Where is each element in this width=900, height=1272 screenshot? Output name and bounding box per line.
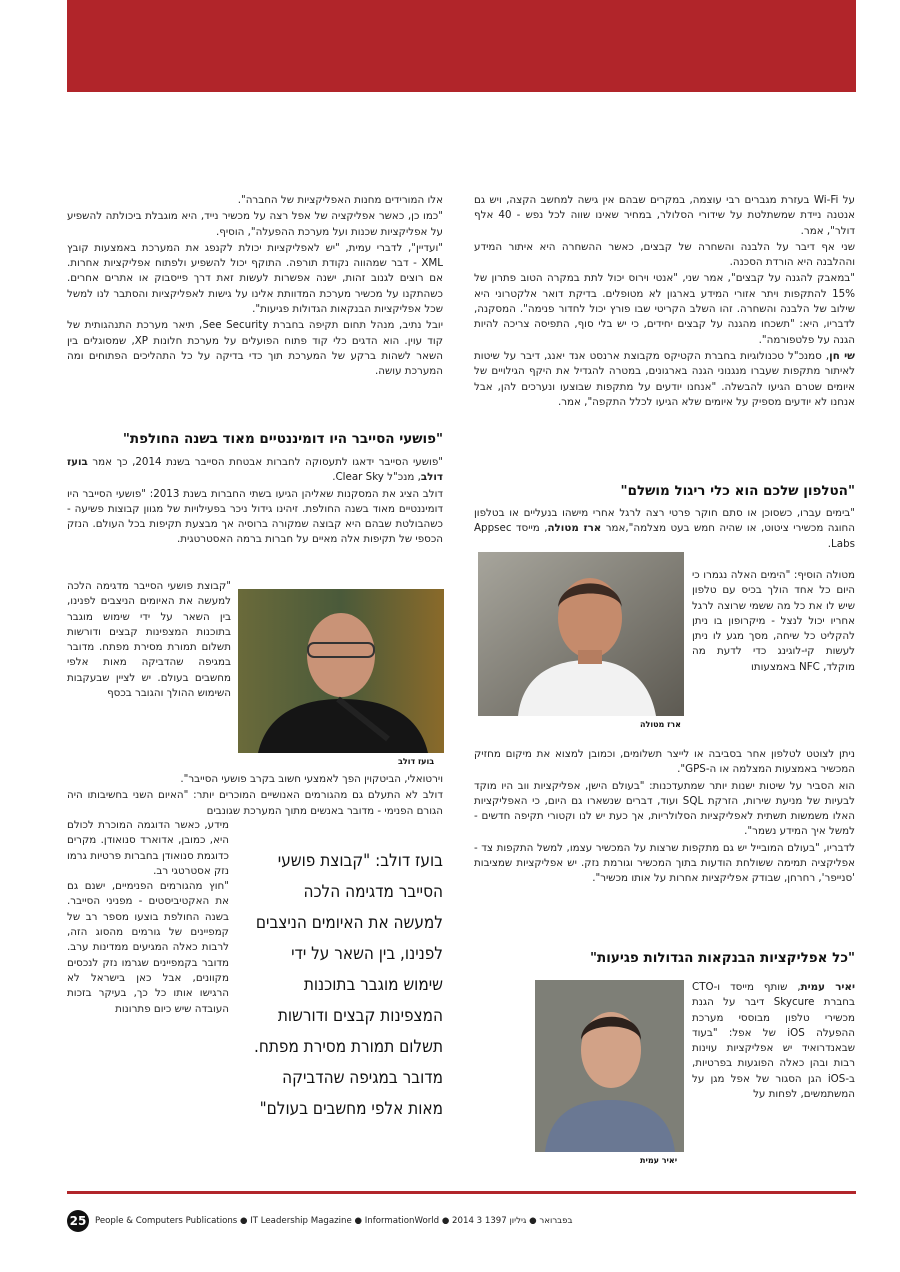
paragraph: על Wi-Fi בעזרת מגברים רבי עוצמה, במקרים שבהם אין גישה למחשב הקצה, ויש גם אנטנה ניידת שמשתלטת על שידורי הסלולר, במחיר שאינו שווה לכל נפש - 40 אלף דולר", אמר.: [474, 194, 855, 237]
photo-caption: יאיר עמית: [640, 1156, 678, 1165]
paragraph: מידע, כאשר הדוגמה המוכרת לכולם היא, כמובן, אדוארד סנואודן. מקרים כדוגמת סנואודן בחברות פרטיות גרמו נזק אסטרטגי רב.: [67, 819, 229, 877]
paragraph-text: , מייסד Appsec Labs.: [474, 522, 855, 550]
section-heading: "הטלפון שלכם הוא כלי ריגול מושלם": [620, 483, 855, 499]
paragraph: "כמו כן, כאשר אפליקציה של אפל רצה על מכשיר נייד, היא מוגבלת ביכולתה להשפיע על אפליקציות שכנות ועל מערכת ההפעלה", הוסיף.: [67, 210, 443, 238]
paragraph-text: , סמנכ"ל טכנולוגיות בחברת הקטיקס מקבוצת ארנסט אנד יאנג, דיבר על שיטות לאיתור מתקפות שעברו מנגנוני הגנה בארגונים, במטרה להגדיל את היקף הגילויים של איומים שטרם הגיעו להבשלה. "אנחנו יודעים על מתקפות שבוצעו ונערכים להן, אבל אנחנו לא יודעים מספיק על איומים שלא הגיעו לכלל התקפה", אמר.: [474, 349, 855, 408]
page-number: 25: [67, 1210, 89, 1232]
paragraph: מטולה הוסיף: "הימים האלה נגמרו כי היום כל אחד הולך בכיס עם טלפון שיש לו את כל מה ששמי שרוצה לרגל אחריו יכול לנצל - מיקרופון בו ניתן להקליט כל שיחה, מסך מגע לו ניתן לעשות קי-לוגינג כדי לדעת מה מוקלד, NFC באמצעותו: [692, 569, 855, 673]
left-column-lower: [67, 772, 443, 820]
paragraph: [692, 980, 855, 1102]
footer-rule: [67, 1191, 856, 1194]
portrait-image: [238, 589, 444, 753]
left-column-top: [67, 193, 443, 381]
paragraph: [474, 506, 855, 552]
paragraph: "קבוצת פושעי הסייבר מדגימה הלכה למעשה את האיומים הניצבים לפנינו, בין השאר על ידי שימוש מוגבר בתוכנות המצפינות קבצים ודורשות תשלום תמורת מסירת מפתח. מדובר במגיפה שהדביקה מאות אלפי מחשבים בעולם. יש לציין שבעקבות השימוש ההולך והגובר בכסף: [67, 580, 231, 700]
paragraph: [474, 349, 855, 410]
section-heading: "כל אפליקציות הבנקאות הגדולות פגיעות": [590, 950, 855, 966]
right-column-lower: [474, 747, 855, 888]
photo-caption: בועז דולב: [398, 757, 435, 766]
pull-quote: בועז דולב: "קבוצת פושעי הסייבר מדגימה הלכה למעשה את האיומים הניצבים לפנינו, בין השאר על ידי שימוש מוגבר בתוכנות המצפינות קבצים ודורשות תשלום תמורת מסירת מפתח. מדובר במגיפה שהדביקה מאות אלפי מחשבים בעולם": [253, 851, 443, 1119]
speaker-name: יאיר עמית: [800, 981, 855, 993]
paragraph: הוא הסביר על שיטות ישנות יותר שמתעדכנות: "בעולם הישן, אפליקציות ווב היו מוקד לבעיות של מניעת שירות, הזרקת SQL ועוד, דברים שנשארו גם היום, כי האפליקציות האלו משמשות תשתית לאפליקציות הסלולריות, אך כעת יש לנו וקטורי תקיפה חדשים - למשל איך המידע נשמר".: [474, 779, 855, 838]
paragraph: וירטואלי, הביטקוין הפך לאמצעי חשוב בקרב פושעי הסייבר".: [180, 773, 443, 785]
photo-boaz-dolev: [238, 589, 444, 753]
right-column-wrap: [692, 980, 855, 1102]
speaker-name: שי חן: [829, 349, 855, 362]
right-column-wrap: [692, 568, 855, 675]
paragraph: "ועדיין", לדברי עמית, "יש לאפליקציות יכולת לקנפג את המערכת באמצעות קובץ XML - דבר שמהווה נקודת תורפה. התוקף יכול להשפיע ולפתוח אפליקציות אחרות. אם רוצים לגנוב זהות, ישנה אפשרות לעשות זאת דרך פייסבוק או אתרים אחרים. כשהתקנו על מכשיר מערכת המדוותת אלינו על גישות לאפליקציות והסתבר לנו למשל שכל אפליקציות הבנקאות הגדולות פגיעות".: [67, 241, 443, 316]
left-column-wrap: [67, 579, 231, 701]
photo-yair-amit: [535, 980, 684, 1152]
left-column-wrap: [67, 818, 229, 1017]
photo-erez-matula: [478, 552, 684, 716]
paragraph-text: , מנכ"ל Clear Sky.: [332, 471, 421, 484]
paragraph-text: , שותף מייסד ו-CTO בחברת Skycure דיבר על הגנת מכשירי טלפון מבוססי מערכת ההפעלה iOS של אפל: "בעוד שבאנדרואיד יש אפליקציות עוינות רבות ובהן כאלה הפוגעות בפרטיות, ב-iOS הגן הסגור של אפל מגן על המשתמשים, לפחות על: [692, 981, 855, 1101]
paragraph-text: "בימים עברו, כשסוכן או סתם חוקר פרטי רצה לרגל אחרי מישהו בנעליים או בטלפון החוגה מכשירי ציטוט, או שהיה חמש בעט מצלמה",אמר: [474, 507, 855, 535]
right-column-top: [474, 193, 855, 411]
speaker-name: בועז דולב: [67, 456, 443, 484]
portrait-image: [478, 552, 684, 716]
footer: [67, 1210, 856, 1232]
paragraph: לדבריו, "בעולם המובייל יש גם מתקפות שרצות על המכשיר עצמו, למשל התקפות צד - אפליקציה תמימה ששולחת הודעות בתוך המכשיר וגורמת נזק. יש אפליקציות שמציבות 'סנייפר', רחרחן, שבודק אפליקציות אחרות על אותו מכשיר".: [474, 841, 855, 885]
paragraph: [67, 455, 443, 486]
right-column-mid: [474, 506, 855, 553]
paragraph: ניתן לצוטט לטלפון אחר בסביבה או לייצר תשלומים, וכמובן למצוא את מיקום מחזיק המכשיר באמצעות המצלמה או ה-GPS".: [474, 748, 855, 776]
photo-caption: ארז מטולה: [640, 720, 681, 729]
paragraph: דולב הציג את המסקנות שאליהן הגיעו בשתי החברות בשנת 2013: "פושעי הסייבר היו דומיננטיים מאוד בשנה החולפת. זיהינו גידול ניכר בפעילויות של מגוון קבוצות פשיעה - כשהבולטת שבהם היא קבוצה שמקורה ברוסיה אך מבצעת תקיפות בכל העולם. הנזק הכספי של תקיפות אלה מאיים על חברות ברמה האסטרטגית.: [67, 487, 444, 546]
header-band: [67, 0, 856, 92]
section-heading: "פושעי הסייבר היו דומיננטיים מאוד בשנה החולפת": [122, 431, 443, 447]
footer-text: People & Computers Publications ● IT Leadership Magazine ● InformationWorld ● 2014 3 בפברואר ● גיליון 1397: [95, 1216, 573, 1226]
paragraph: דולב לא התעלם גם מהגורמים האנושיים המוכרים יותר: "האיום השני בחשיבותו היה הגורם הפנימי - מדובר באנשים מתוך המערכת שגונבים: [67, 789, 443, 817]
paragraph: יובל נתיב, מנהל תחום תקיפה בחברת See Security, תיאר מערכת התנהגותית של קוד עוין. הוא הדגים כלי קוד פתוח הפועלים על מערכת חלונות XP, שמסוגלים בין השאר לשהות ברקע של המערכת תוך כדי בדיקה על כל התהליכים הפתוחים ומה המערכת עושה.: [67, 319, 444, 378]
paragraph: שני אף דיבר על הלבנה והשחרה של קבצים, כאשר ההשחרה היא איתור המידע וההלבנה היא הורדת הסכנה.: [474, 240, 855, 269]
paragraph: "במאבק להגנה על קבצים", אמר שני, "אנטי וירוס יכול לתת במקרה הטוב פתרון של 15% להתקפות ויתר אזורי המידע בארגון לא מטופלים. בדיקת דואר אלקטרוני היא שילוב של הלבנה והשחרה. זהו השלב הקריטי שבו פורץ יכול לחדור פנימה". המסקנה, לדבריו, היא: "תשכחו מהגנה על קבצים יחידים, כי יש בלי סוף, התפיסה צריכה להיות הגנה על פלטפורמה".: [474, 272, 855, 346]
speaker-name: ארז מטולה: [547, 522, 602, 535]
left-column-mid: [67, 455, 443, 549]
paragraph: "חוץ מהגורמים הפנימיים, ישנם גם את האקטיביסטים - מפניני הסייבר. בשנה החולפת בוצעו מספר רב של קמפיינים של גורמים מהסוג הזה, לרבות כאלה המגיעים ממדינות ערב. מדובר בקמפיינים שגרמו נזק לנכסים מקוונים, אבל כאן בישראל לא הרגישו אותו כל כך, בעיקר בזכות העובדה שיש כיום פתרונות: [67, 880, 229, 1015]
portrait-image: [535, 980, 684, 1152]
paragraph: אלו המורידים מחנות האפליקציות של החברה".: [237, 194, 443, 206]
paragraph-text: "פושעי הסייבר ידאגו לתעסוקה לחברות אבטחת הסייבר בשנת 2014, כך אמר: [87, 456, 443, 468]
